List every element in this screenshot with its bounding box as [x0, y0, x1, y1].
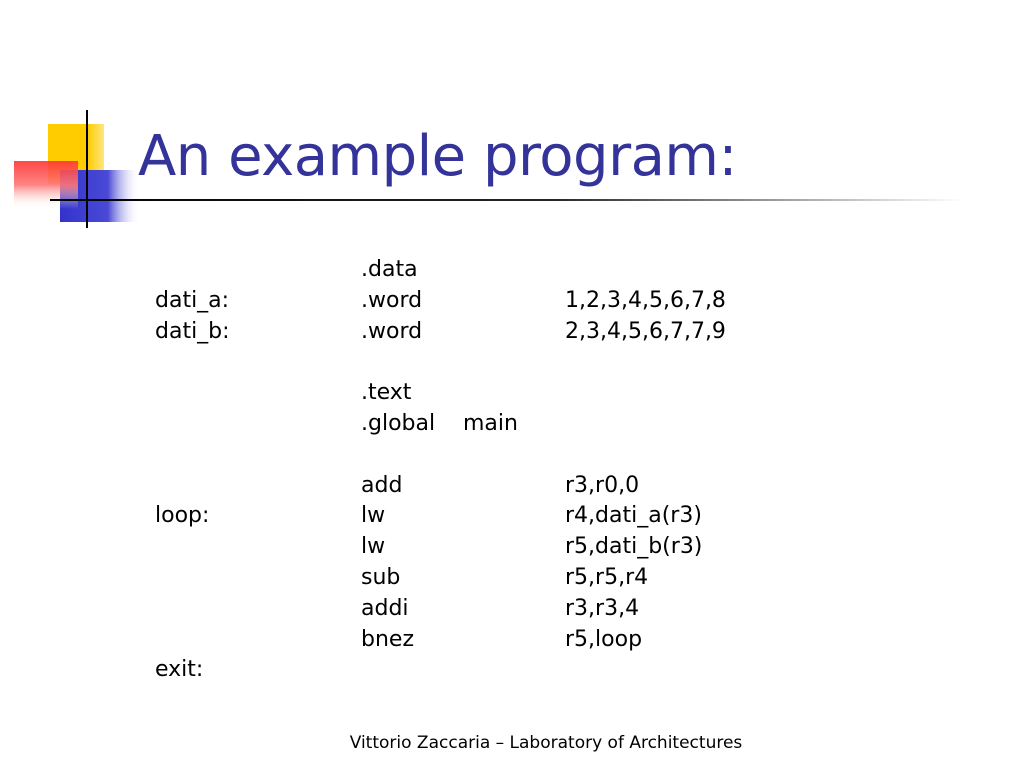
code-op: lw — [361, 534, 386, 559]
code-op: add — [361, 473, 403, 498]
code-op: .data — [361, 257, 418, 282]
code-label: exit: — [155, 657, 204, 682]
code-args: r5,dati_b(r3) — [565, 534, 703, 559]
code-op: addi — [361, 596, 409, 621]
code-args: r4,dati_a(r3) — [565, 503, 702, 528]
code-op: lw — [361, 503, 386, 528]
code-args: 1,2,3,4,5,6,7,8 — [565, 288, 726, 313]
code-op: .global — [361, 411, 436, 436]
code-args: r3,r3,4 — [565, 596, 640, 621]
code-label: loop: — [155, 503, 210, 528]
code-label: dati_b: — [155, 319, 230, 344]
code-op: .word — [361, 288, 423, 313]
code-op: .word — [361, 319, 423, 344]
code-args: r5,loop — [565, 627, 643, 652]
code-args: r5,r5,r4 — [565, 565, 649, 590]
code-args: r3,r0,0 — [565, 473, 640, 498]
slide-footer: Vittorio Zaccaria – Laboratory of Architectures — [349, 733, 743, 753]
code-args: main — [463, 411, 518, 436]
code-args: 2,3,4,5,6,7,7,9 — [565, 319, 726, 344]
code-label: dati_a: — [155, 288, 230, 313]
code-op: .text — [361, 380, 412, 405]
slide-title: An example program: — [138, 124, 737, 189]
code-op: sub — [361, 565, 401, 590]
code-op: bnez — [361, 627, 414, 652]
